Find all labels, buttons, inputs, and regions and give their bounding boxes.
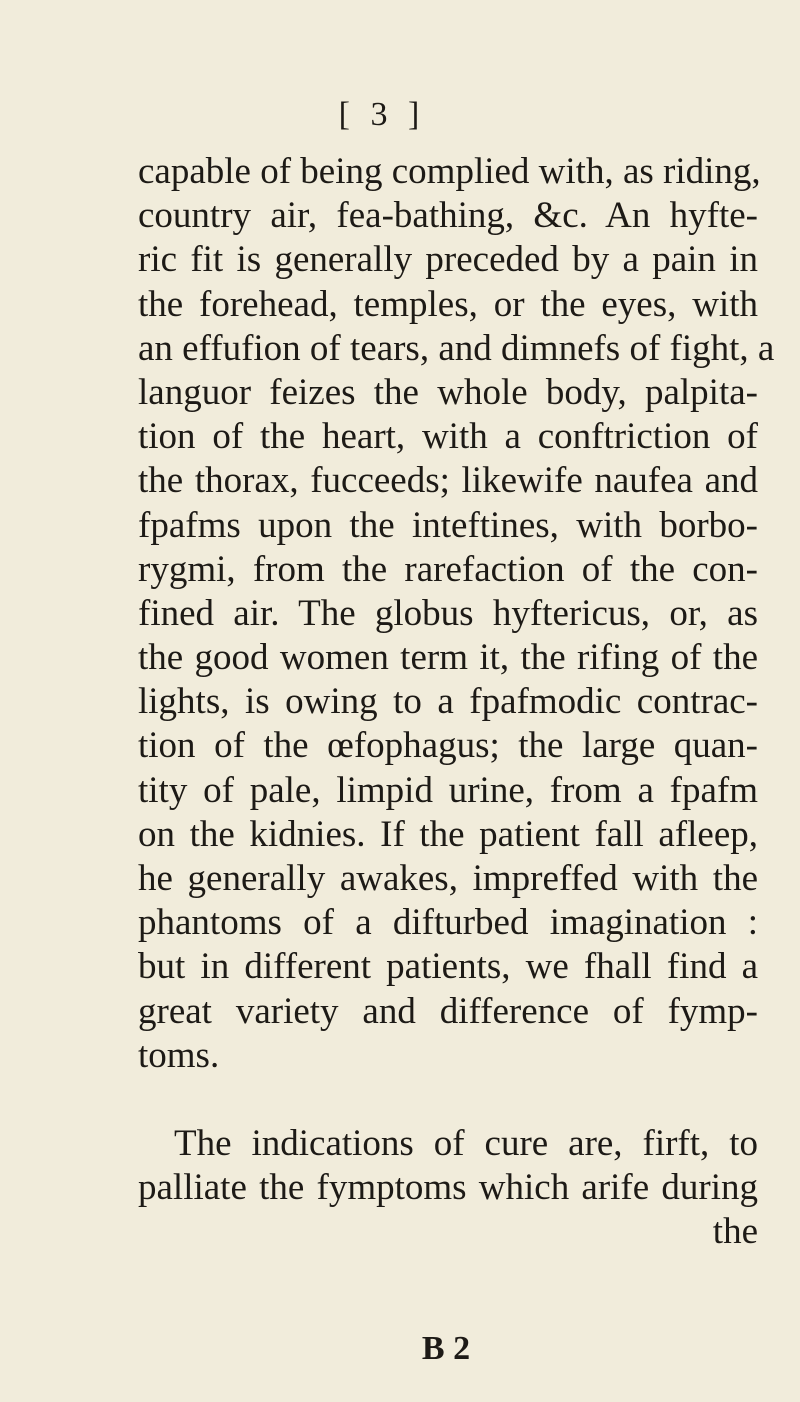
paragraph-1 xyxy=(138,150,775,1078)
text-line: tion of the heart, with a conftriction of xyxy=(138,416,758,458)
paragraph-2 xyxy=(138,1122,758,1255)
text-line: great variety and difference of fymp- xyxy=(138,990,758,1032)
text-line: he generally awakes, impreffed with the xyxy=(138,858,758,899)
text-line: rygmi, from the rarefaction of the con- xyxy=(138,548,758,590)
page-number: [ 3 ] xyxy=(338,96,426,133)
text-line: the good women term it, the rifing of the xyxy=(138,637,758,679)
text-line: languor feizes the whole body, palpita- xyxy=(138,371,758,413)
text-line: but in different patients, we fhall find a xyxy=(138,946,758,988)
text-line: ric fit is generally preceded by a pain in xyxy=(138,239,758,281)
text-line: the thorax, fucceeds; likewife naufea and xyxy=(138,460,758,502)
text-line: lights, is owing to a fpafmodic contrac- xyxy=(138,681,758,723)
text-line: an effufion of tears, and dimnefs of fight, a xyxy=(138,327,775,369)
text-line: capable of being complied with, as riding, xyxy=(138,151,761,192)
text-line: fpafms upon the inteftines, with borbo- xyxy=(138,504,758,546)
signature-mark: B 2 xyxy=(421,1330,471,1367)
text-line: toms. xyxy=(138,1034,220,1076)
catchword: the xyxy=(712,1211,758,1253)
text-line: phantoms of a difturbed imagination : xyxy=(138,902,758,944)
body-text xyxy=(138,150,775,1255)
text-line: tity of pale, limpid urine, from a fpafm xyxy=(138,769,758,811)
paragraph-gap xyxy=(138,1078,758,1122)
text-line: tion of the œfophagus; the large quan- xyxy=(138,725,758,767)
text-line: The indications of cure are, firft, to xyxy=(174,1122,758,1164)
text-line: on the kidnies. If the patient fall afleep, xyxy=(138,813,758,855)
text-line: country air, fea-bathing, &c. An hyfte- xyxy=(138,195,758,237)
text-line: palliate the fymptoms which arife during xyxy=(138,1167,758,1209)
text-line: fined air. The globus hyftericus, or, as xyxy=(138,592,758,634)
text-line: the forehead, temples, or the eyes, with xyxy=(138,283,758,325)
